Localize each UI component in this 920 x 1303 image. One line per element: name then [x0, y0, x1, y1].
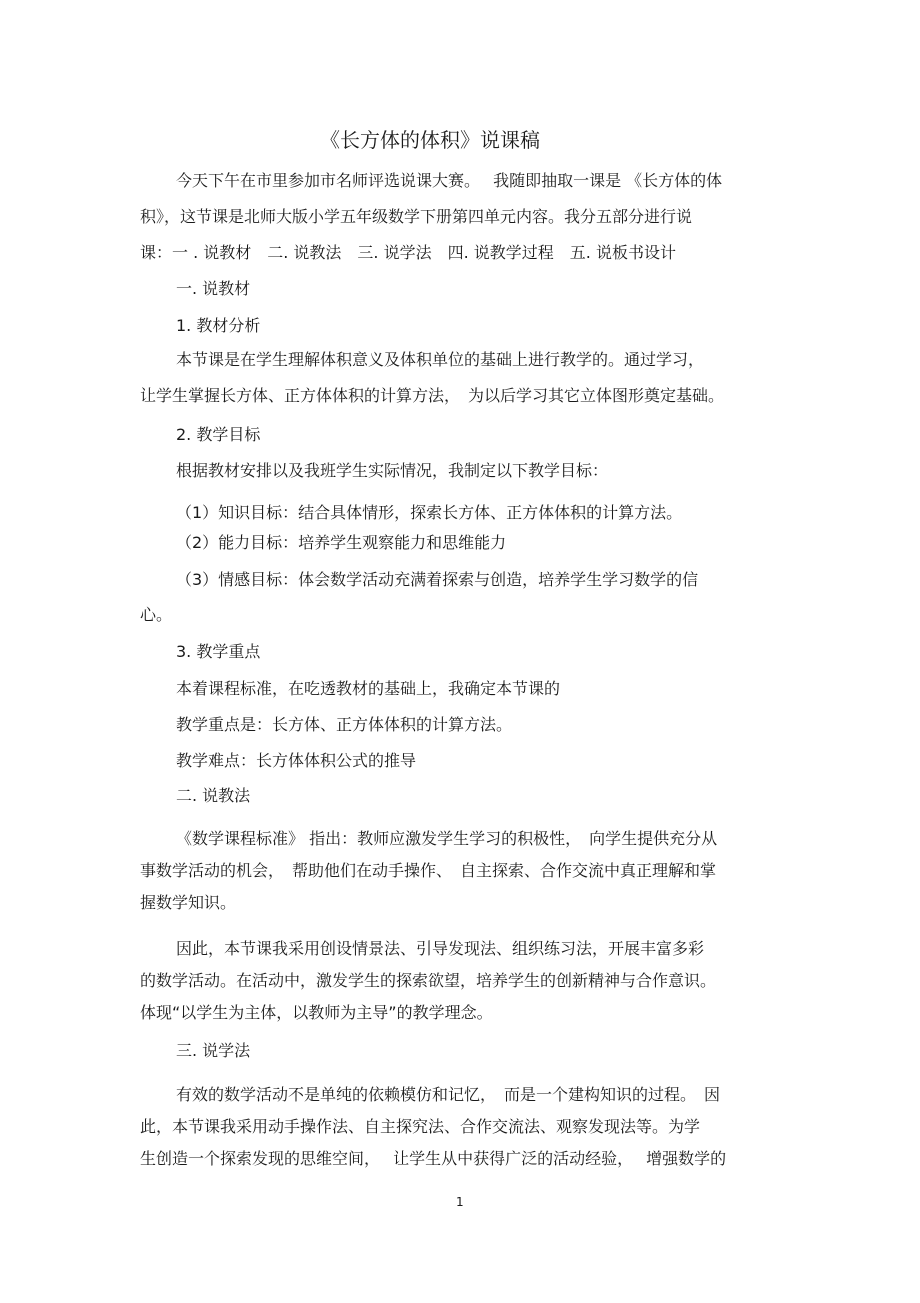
text-line: 事数学活动的机会， 帮助他们在动手操作、 自主探索、合作交流中真正理解和掌 — [140, 861, 717, 880]
text-line: （3）情感目标：体会数学活动充满着探索与创造，培养学生学习数学的信 — [176, 570, 699, 589]
text-line: （2）能力目标：培养学生观察能力和思维能力 — [176, 533, 507, 552]
text-line: 让学生掌握长方体、正方体体积的计算方法， 为以后学习其它立体图形奠定基础。 — [140, 386, 725, 405]
text-line: 根据教材安排以及我班学生实际情况，我制定以下教学目标： — [176, 461, 609, 480]
text-line: （1）知识目标：结合具体情形，探索长方体、正方体体积的计算方法。 — [176, 503, 683, 522]
text-line: 本节课是在学生理解体积意义及体积单位的基础上进行教学的。通过学习， — [176, 350, 705, 369]
text-line: 本着课程标准，在吃透教材的基础上，我确定本节课的 — [176, 679, 561, 698]
text-line: 课：一 . 说教材 二. 说教法 三. 说学法 四. 说教学过程 五. 说板书设计 — [140, 243, 676, 262]
text-line: 体现“以学生为主体，以教师为主导”的教学理念。 — [140, 1003, 493, 1022]
text-line: 教学难点：长方体体积公式的推导 — [176, 751, 417, 770]
subsection-heading: 3. 教学重点 — [176, 642, 261, 661]
text-line: 《数学课程标准》 指出：教师应激发学生学习的积极性， 向学生提供充分从 — [176, 829, 718, 848]
text-line: 积》，这节课是北师大版小学五年级数学下册第四单元内容。我分五部分进行说 — [140, 207, 693, 226]
section-heading: 一. 说教材 — [176, 279, 251, 298]
subsection-heading: 2. 教学目标 — [176, 425, 261, 444]
text-line: 此，本节课我采用动手操作法、自主探究法、合作交流法、观察发现法等。为学 — [140, 1117, 701, 1136]
section-heading: 二. 说教法 — [176, 786, 251, 805]
text-line: 的数学活动。在活动中，激发学生的探索欲望，培养学生的创新精神与合作意识。 — [140, 971, 717, 990]
subsection-heading: 1. 教材分析 — [176, 316, 261, 335]
document-title: 《长方体的体积》说课稿 — [320, 128, 540, 152]
text-line: 握数学知识。 — [140, 893, 237, 912]
text-line: 因此，本节课我采用创设情景法、引导发现法、组织练习法，开展丰富多彩 — [176, 939, 705, 958]
text-line: 今天下午在市里参加市名师评选说课大赛。 我随即抽取一课是 《长方体的体 — [176, 171, 723, 190]
text-line: 有效的数学活动不是单纯的依赖模仿和记忆， 而是一个建构知识的过程。 因 — [176, 1085, 721, 1104]
text-line: 心。 — [140, 605, 173, 624]
page-number: 1 — [456, 1195, 464, 1209]
text-line: 生创造一个探索发现的思维空间， 让学生从中获得广泛的活动经验， 增强数学的 — [140, 1149, 727, 1168]
section-heading: 三. 说学法 — [176, 1041, 251, 1060]
text-line: 教学重点是：长方体、正方体体积的计算方法。 — [176, 715, 513, 734]
